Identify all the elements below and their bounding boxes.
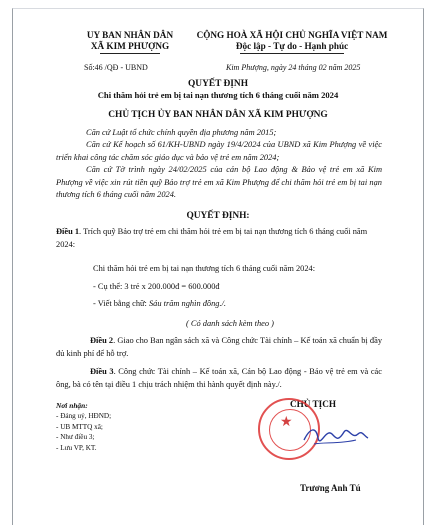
article-1-text: . Trích quỹ Bảo trợ trẻ em chi thăm hỏi trẻ em bị tai nạn thương tích 6 tháng cuối năm 2024: (56, 227, 368, 249)
article-2 (56, 335, 382, 360)
doc-heading: QUYẾT ĐỊNH (188, 79, 248, 89)
org-name: UY BAN NHÂN DÂN (86, 30, 174, 40)
handwritten-signature-icon (300, 418, 370, 452)
org-unit: XÃ KIM PHƯỢNG (90, 41, 170, 51)
motto-underline (240, 53, 344, 54)
signature-title: CHỦ TỊCH (290, 399, 337, 409)
recipient-item: - Lưu VP, KT. (56, 443, 97, 452)
recipient-item: - Như điều 3; (56, 433, 95, 442)
article-3-text: . Công chức Tài chính – Kế toán xã, Cán bộ Lao động - Bảo vệ trẻ em và các ông, bà có tên tại điều 1 chịu trách nhiệm thi hành quyết định này./. (56, 367, 382, 389)
article-1-words-label: - Viết bằng chữ: (93, 299, 149, 308)
recipient-item: - Đảng uỷ, HĐND; (56, 412, 112, 420)
signer-name: Trương Anh Tú (300, 483, 361, 493)
article-1-sub: Chi thăm hỏi trẻ em bị tai nạn thương tích 6 tháng cuối năm 2024: (93, 264, 316, 273)
doc-number: Số:46 /QĐ - UBND (84, 63, 148, 72)
article-3 (56, 366, 382, 391)
authority-heading: CHỦ TỊCH ỦY BAN NHÂN DÂN XÃ KIM PHƯỢNG (108, 110, 328, 120)
recipients-list (56, 411, 111, 453)
org-underline (100, 53, 160, 54)
article-2-label: Điều 2 (90, 336, 114, 345)
decision-heading: QUYẾT ĐỊNH: (186, 211, 250, 221)
article-2-text: . Giao cho Ban ngân sách xã và Công chức Tài chính – Kế toán xã chuẩn bị đầy đủ kinh phí để hỗ trợ. (56, 336, 383, 358)
place-date: Kim Phượng, ngày 24 tháng 02 năm 2025 (226, 63, 361, 72)
seal-star-icon: ★ (280, 415, 293, 430)
recipient-item: - UB MTTQ xã; (56, 422, 103, 431)
article-1 (56, 226, 382, 251)
preamble-law: Căn cứ Luật tổ chức chính quyền địa phương năm 2015; (86, 128, 277, 137)
article-1-words (93, 298, 393, 311)
article-1-words-value: Sáu trăm nghìn đồng./. (148, 299, 226, 308)
article-1-calc: - Cụ thể: 3 trẻ x 200.000đ = 600.000đ (93, 282, 220, 291)
nation-name: CỘNG HOÀ XÃ HỘI CHỦ NGHĨA VIỆT NAM (196, 30, 388, 40)
article-1-attachment: ( Có danh sách kèm theo ) (186, 319, 274, 328)
preamble-proposal: Căn cứ Tờ trình ngày 24/02/2025 của cán bộ Lao động & Bảo vệ trẻ em xã Kim Phượng về việc xin rút tiền quỹ Bảo trợ trẻ em xã Kim Phượng để chi thăm hỏi trẻ em bị tai nạn thương tích 6 tháng cuối năm 2024. (56, 165, 382, 199)
article-1-label: Điều 1 (56, 227, 80, 236)
preamble-plan: Căn cứ Kế hoạch số 61/KH-UBND ngày 19/4/2024 của UBND xã Kim Phượng về việc triển khai công tác chăm sóc giáo dục và bảo vệ trẻ em năm 2024; (56, 140, 382, 162)
article-3-label: Điều 3 (90, 367, 114, 376)
recipients-title: Nơi nhận: (56, 401, 88, 410)
doc-subject: Chi thăm hỏi trẻ em bị tai nạn thương tích 6 tháng cuối năm 2024 (97, 90, 339, 100)
nation-motto: Độc lập - Tự do - Hạnh phúc (235, 41, 349, 51)
